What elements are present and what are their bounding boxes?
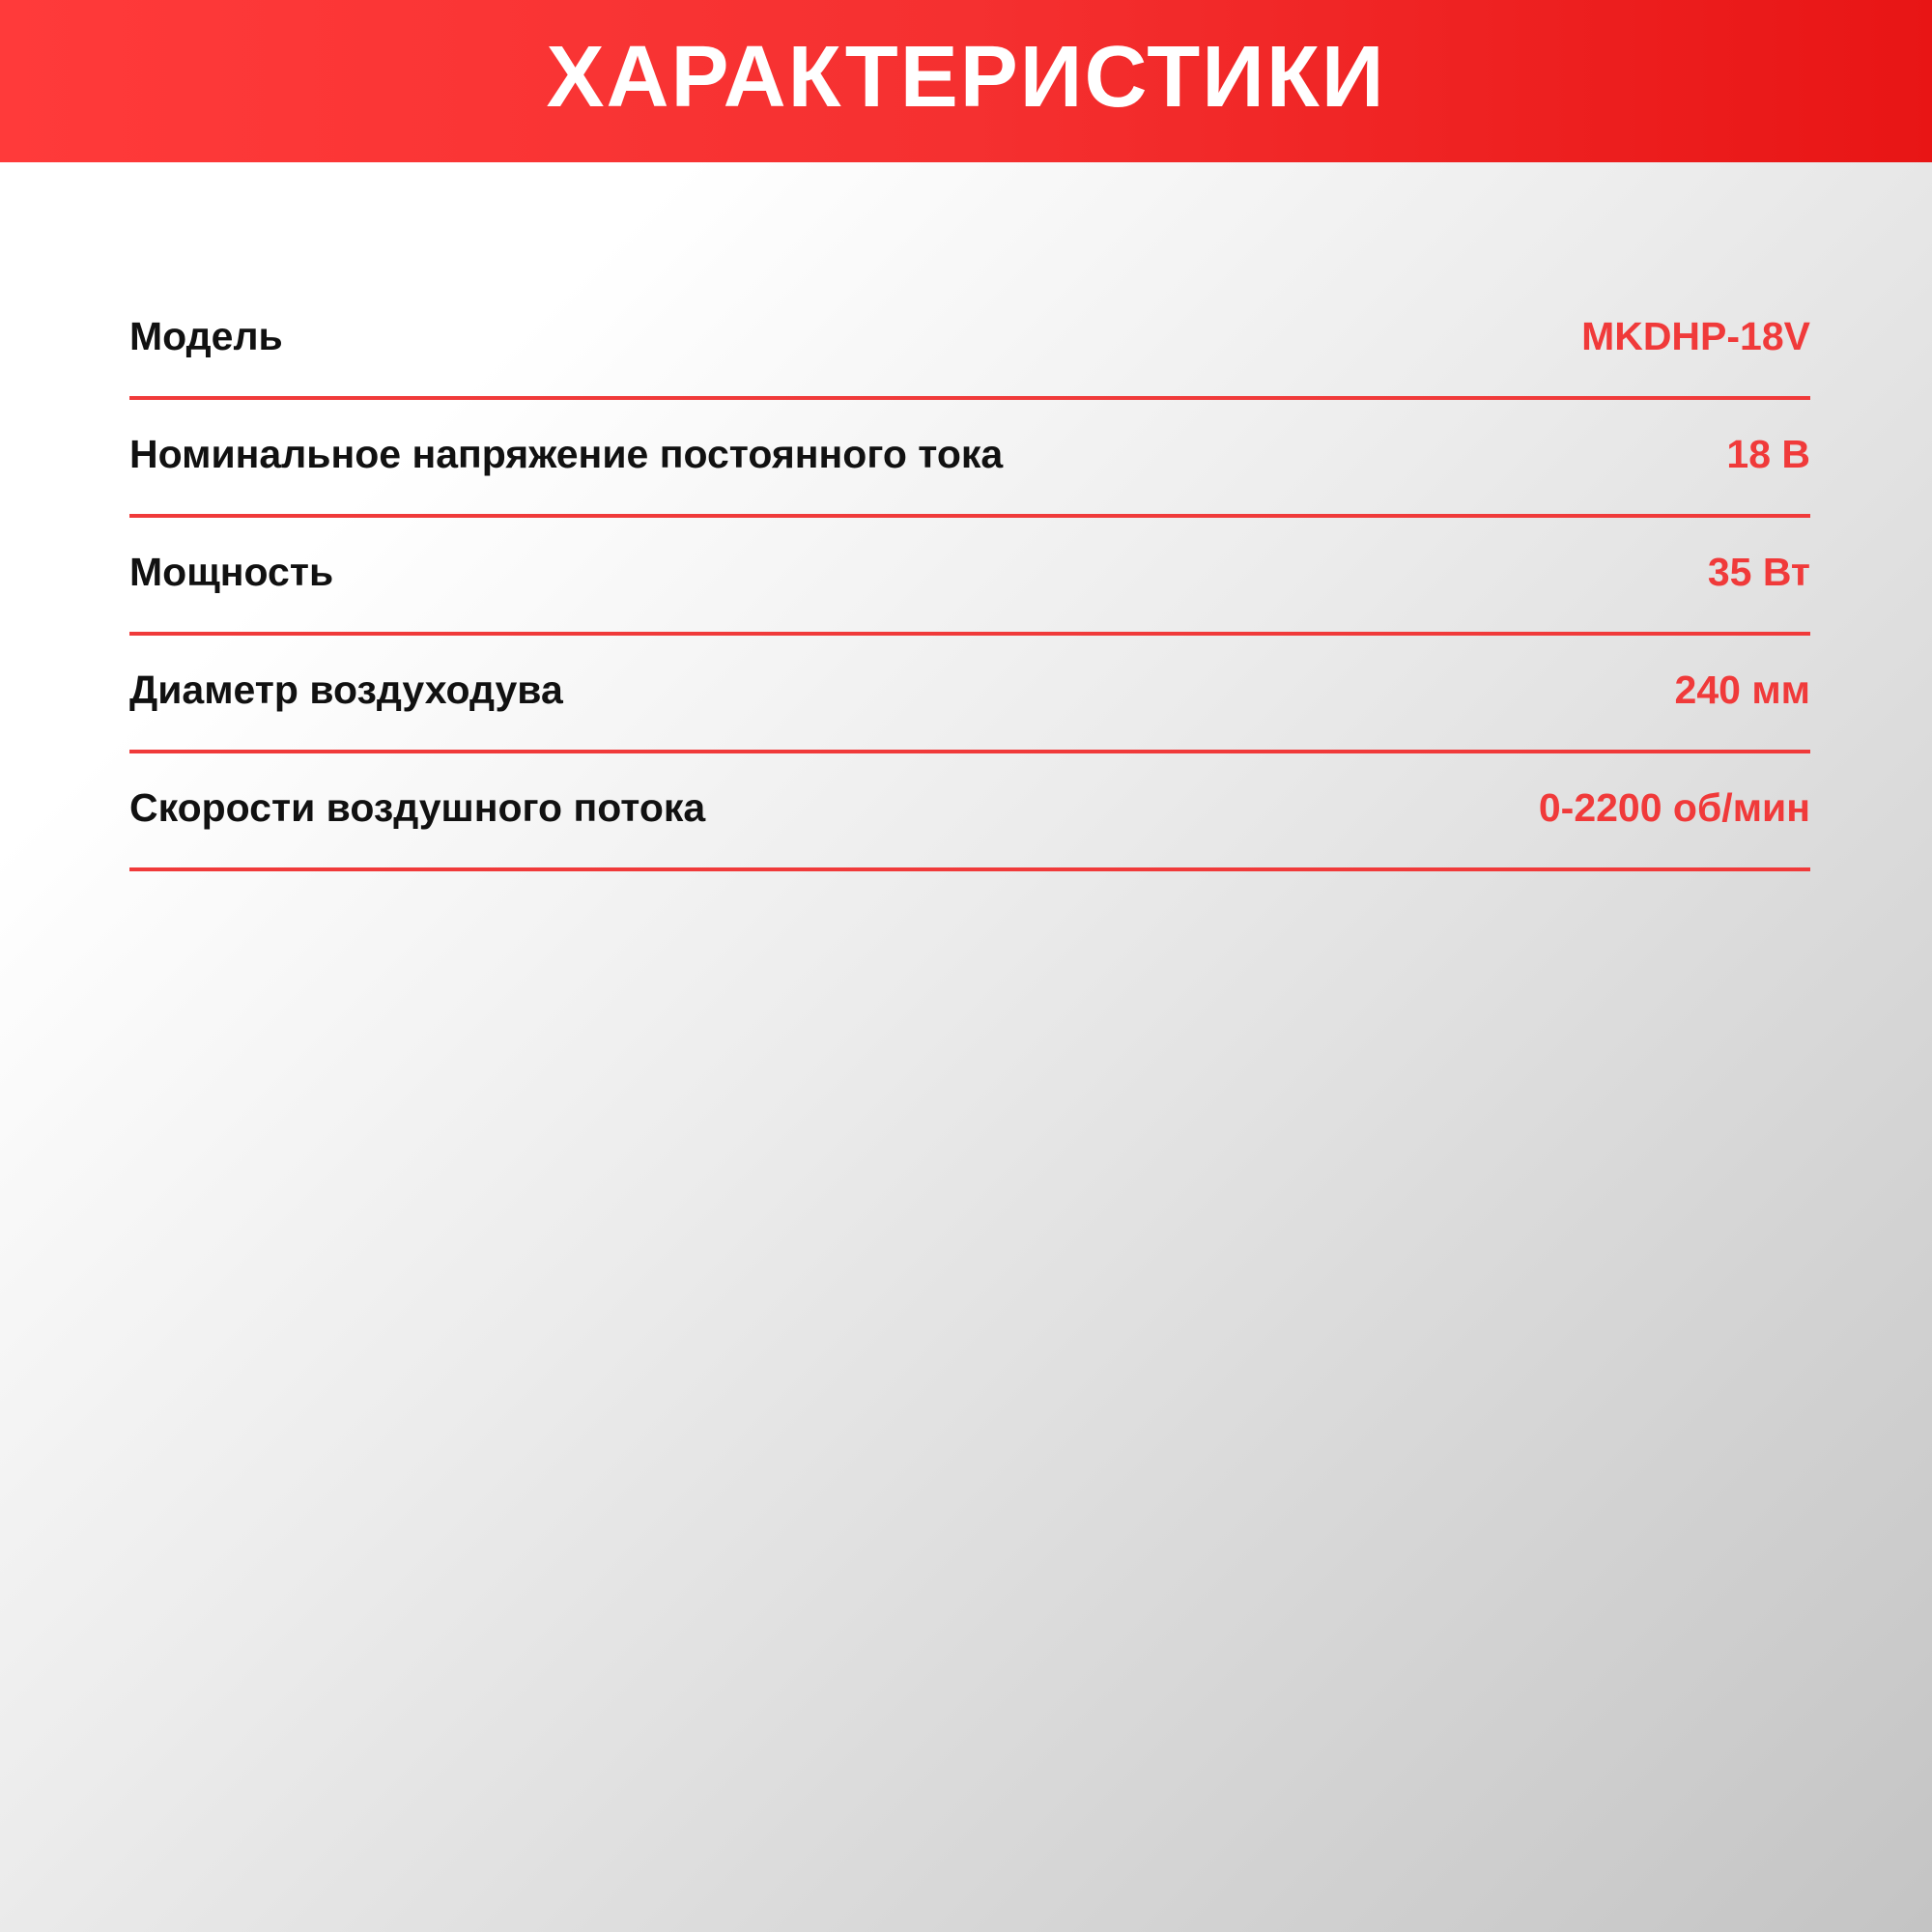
- spec-row-diameter: [129, 636, 1810, 753]
- spec-row-power: [129, 518, 1810, 636]
- spec-value: 0-2200 об/мин: [1538, 785, 1810, 830]
- spec-label: Модель: [129, 314, 283, 358]
- page-title: ХАРАКТЕРИСТИКИ: [546, 29, 1386, 126]
- spec-value: 240 мм: [1674, 668, 1810, 712]
- header-banner: [0, 0, 1932, 162]
- spec-label: Номинальное напряжение постоянного тока: [129, 432, 1004, 476]
- spec-value: 35 Вт: [1707, 550, 1810, 594]
- spec-label: Диаметр воздуходува: [129, 668, 563, 712]
- spec-value: MKDHP-18V: [1581, 314, 1810, 358]
- spec-value: 18 В: [1726, 432, 1810, 476]
- spec-row-airflow: [129, 753, 1810, 871]
- spec-label: Скорости воздушного потока: [129, 785, 706, 830]
- spec-row-model: [129, 282, 1810, 400]
- spec-table: [129, 282, 1810, 871]
- spec-label: Мощность: [129, 550, 334, 594]
- spec-row-voltage: [129, 400, 1810, 518]
